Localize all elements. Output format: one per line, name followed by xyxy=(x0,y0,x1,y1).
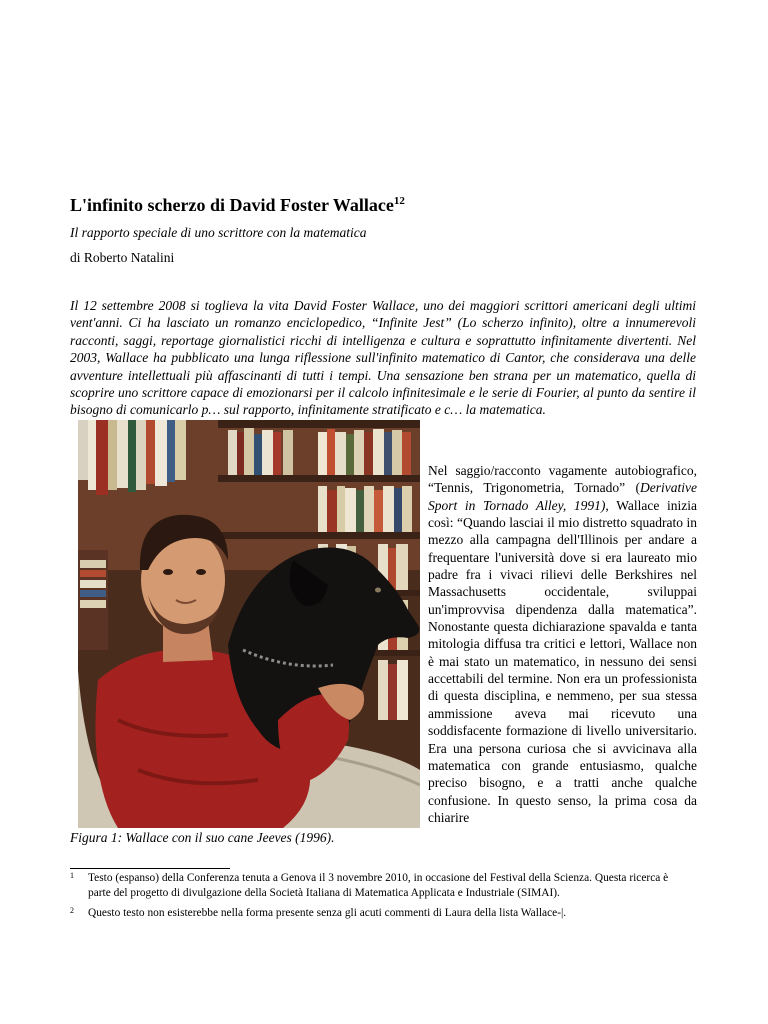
footnote-text: Testo (espanso) della Conferenza tenuta a Genova il 3 novembre 2010, in occasione del Festival della Scienza. Questa ricerca è parte del progetto di divulgazione della Società Italiana di Matematica Applicata e Industriale (SIMAI). xyxy=(88,872,669,899)
body-intro: Nel saggio/racconto vagamente autobiografico, “Tennis, Trigonometria, Tornado” ( xyxy=(428,463,697,496)
wallace-dog-photo xyxy=(78,420,420,828)
article-author: di Roberto Natalini xyxy=(70,250,175,265)
body-text: , Wallace inizia così: “Quando lasciai il mio distretto squadrato in mezzo alla campagna dell'Illinois per andare a frequentare l'università dove si era laureato mio padre fra i vivaci rilievi delle Berkshires nel Massachusetts occidentale, sviluppai un'improvvisa dipendenza dalla matematica”. Nonostante questa dichiarazione spavalda e tanta mitologia diffusa tra critici e lettori, Wallace non è mai stato un matematico, in nessuno dei sensi accettabili del termine. Non era un professionista di questa disciplina, e nemmeno, per sua stessa ammissione aveva mai ricevuto una soddisfacente formazione di livello universitario. Era una persona curiosa che si avvicinava alla matematica con grande entusiasmo, qualche preciso bisogno, e a tratti anche qualche confusione. In questo senso, la prima cosa da chiarire xyxy=(428,497,697,825)
footnote-2 xyxy=(70,906,690,921)
article-subtitle: Il rapporto speciale di uno scrittore con la matematica xyxy=(70,225,367,240)
title-footnote-refs[interactable]: 12 xyxy=(393,195,405,207)
article-title-text: L'infinito scherzo di David Foster Wallace xyxy=(70,195,394,215)
article-title xyxy=(70,193,710,217)
abstract-paragraph: Il 12 settembre 2008 si toglieva la vita David Foster Wallace, uno dei maggiori scrittori americani degli ultimi vent'anni. Ci ha lasciato un romanzo enciclopedico, “Infinite Jest” (Lo scherzo infinito), oltre a innumerevoli racconti, saggi, reportage giornalistici ricchi di intelligenza e cultura e soprattutto infinitamente divertenti. Nel 2003, Wallace ha pubblicato una lunga riflessione sull'infinito matematico di Cantor, che considerava una delle avventure intellettuali più affascinanti di tutti i tempi. Una sensazione ben strana per un matematico, quella di scoprire uno scrittore capace di emozionarsi per il calcolo infinitesimale e le serie di Fourier, al punto da sentire il bisogno di comunicarlo p… sul rapporto, infinitamente stratificato e c… la matematica. xyxy=(70,298,696,418)
footnote-number: 2 xyxy=(70,906,74,915)
footnote-divider xyxy=(70,868,230,869)
footnote-text: Questo testo non esisterebbe nella forma presente senza gli acuti commenti di Laura della lista Wallace-|. xyxy=(88,907,567,919)
figure xyxy=(70,420,420,870)
footnote-number: 1 xyxy=(70,871,74,880)
body-column xyxy=(428,462,697,826)
body-citation: Derivative Sport in Tornado Alley, 1991) xyxy=(428,480,697,513)
footnote-1 xyxy=(70,871,690,900)
figure-caption: Figura 1: Wallace con il suo cane Jeeves (1996). xyxy=(70,828,422,847)
